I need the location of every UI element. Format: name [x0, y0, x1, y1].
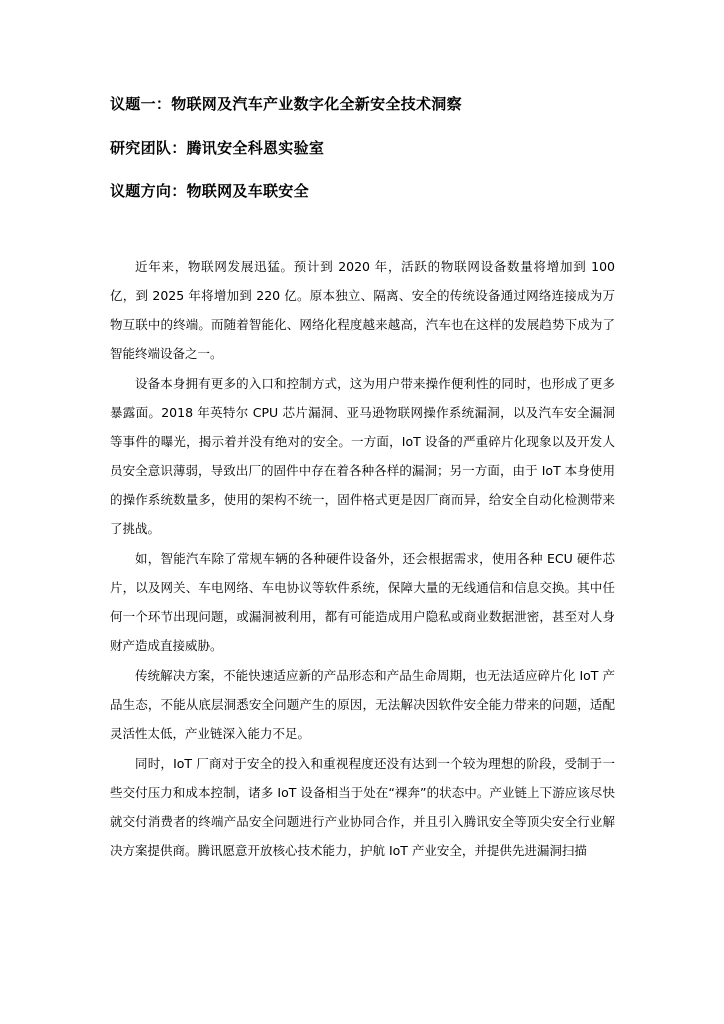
paragraph-exposure: 设备本身拥有更多的入口和控制方式，这为用户带来操作便利性的同时，也形成了更多暴露面。2018 年英特尔 CPU 芯片漏洞、亚马逊物联网操作系统漏洞，以及汽车安全漏洞等事件的曝光，揭示着并没有绝对的安全。一方面，IoT 设备的严重碎片化现象以及开发人员安全意识薄弱，导致出厂的固件中存在着各种各样的漏洞；另一方面，由于 IoT 本身使用的操作系统数量多，使用的架构不统一，固件格式更是因厂商而异，给安全自动化检测带来了挑战。 [110, 376, 615, 536]
direction-heading: 议题方向：物联网及车联安全 [110, 182, 309, 200]
topic-heading: 议题一：物联网及汽车产业数字化全新安全技术洞察 [110, 95, 462, 113]
paragraph-smart-car: 如，智能汽车除了常规车辆的各种硬件设备外，还会根据需求，使用各种 ECU 硬件芯片，以及网关、车电网络、车电协议等软件系统，保障大量的无线通信和信息交换。其中任何一个环节出现问题，或漏洞被利用，都有可能造成用户隐私或商业数据泄密，甚至对人身财产造成直接威胁。 [110, 551, 615, 653]
paragraph-traditional: 传统解决方案，不能快速适应新的产品形态和产品生命周期，也无法适应碎片化 IoT 产品生态，不能从底层洞悉安全问题产生的原因，无法解决因软件安全能力带来的问题，适配灵活性太低，产业链深入能力不足。 [110, 668, 615, 741]
paragraph-vendors: 同时，IoT 厂商对于安全的投入和重视程度还没有达到一个较为理想的阶段，受制于一些交付压力和成本控制，诸多 IoT 设备相当于处在“裸奔”的状态中。产业链上下游应该尽快就交付消费者的终端产品安全问题进行产业协同合作，并且引入腾讯安全等顶尖安全行业解决方案提供商。腾讯愿意开放核心技术能力，护航 IoT 产业安全，并提供先进漏洞扫描 [110, 756, 615, 858]
body-text [110, 252, 615, 866]
team-heading: 研究团队：腾讯安全科恩实验室 [110, 139, 325, 157]
paragraph-intro: 近年来，物联网发展迅猛。预计到 2020 年，活跃的物联网设备数量将增加到 100 亿，到 2025 年将增加到 220 亿。原本独立、隔离、安全的传统设备通过网络连接成为万物互联中的终端。而随着智能化、网络化程度越来越高，汽车也在这样的发展趋势下成为了智能终端设备之一。 [110, 259, 615, 361]
